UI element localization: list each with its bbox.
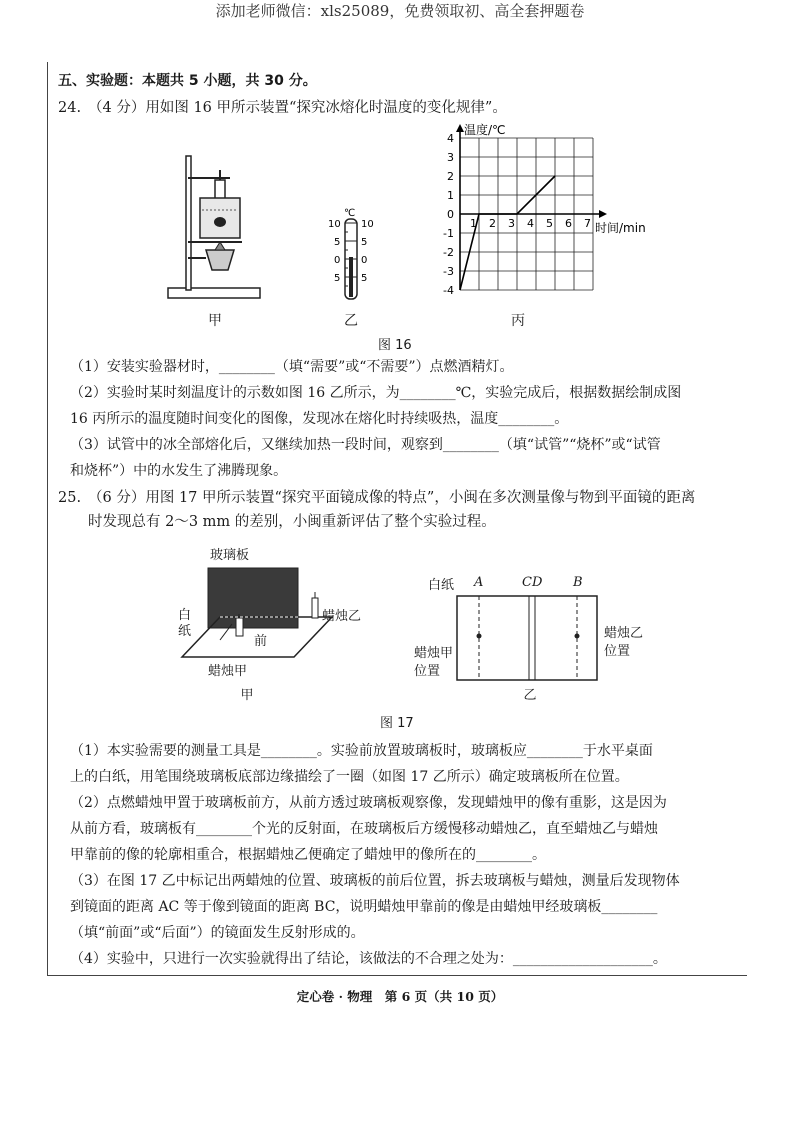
x-tick-label: 5: [546, 217, 553, 230]
fig17-glass-label: 玻璃板: [210, 548, 250, 563]
y-tick-label: 0: [447, 208, 454, 221]
fig17-candle-a-pos-1: 蜡烛甲: [414, 646, 454, 661]
fig16-label-bing: 丙: [511, 313, 525, 329]
q25-line-9: （4）实验中，只进行一次实验就得出了结论，该做法的不合理之处为：____________________。: [70, 951, 667, 967]
y-tick-label: 4: [447, 132, 454, 145]
q24-line-3: 16 丙所示的温度随时间变化的图像，发现冰在熔化时持续吸热，温度________。: [70, 411, 569, 427]
fig17-white-paper-label: 白纸: [428, 578, 455, 593]
q24-line-5: 和烧杯”）中的水发生了沸腾现象。: [70, 463, 288, 479]
svg-text:5: 5: [361, 273, 368, 284]
q25-line-3: （2）点燃蜡烛甲置于玻璃板前方，从前方透过玻璃板观察像，发现蜡烛甲的像有重影，这是因为: [70, 795, 667, 811]
stand-base: [168, 288, 260, 298]
fig17-candle-b-pos-1: 蜡烛乙: [604, 626, 644, 641]
fig17-label-yi: 乙: [523, 688, 537, 703]
chart-y-axis-label: 温度/℃: [464, 123, 506, 137]
x-tick-label: 1: [470, 217, 477, 230]
lamp-flame: [215, 242, 225, 250]
fig17-point-b: B: [573, 575, 583, 590]
candle-b-dot: [575, 634, 580, 639]
question-24-stem: （4 分）用如图 16 甲所示装置“探究冰熔化时温度的变化规律”。: [88, 100, 507, 116]
fig17-candle-b-pos-2: 位置: [604, 644, 631, 659]
y-tick-label: -3: [443, 265, 454, 278]
question-24-body: [70, 354, 750, 484]
q25-line-2: 上的白纸，用笔围绕玻璃板底部边缘描绘了一圈（如图 17 乙所示）确定玻璃板所在位置。: [70, 769, 629, 785]
candle-a: [236, 618, 243, 636]
top-banner: 添加老师微信：xls25089，免费领取初、高全套押题卷: [215, 2, 585, 20]
alcohol-lamp: [206, 250, 234, 270]
candle-a-dot: [477, 634, 482, 639]
thermometer-unit: ℃: [344, 208, 356, 219]
y-tick-label: -2: [443, 246, 454, 259]
footer-rule: [47, 975, 747, 976]
svg-text:0: 0: [361, 255, 368, 266]
stand-rod: [186, 156, 191, 290]
q24-line-1: （1）安装实验器材时，________（填“需要”或“不需要”）点燃酒精灯。: [70, 359, 514, 375]
q24-line-2: （2）实验时某时刻温度计的示数如图 16 乙所示，为________℃，实验完成后，根据数据绘制成图: [70, 385, 682, 401]
fig17-white-a: 白: [178, 608, 192, 623]
q25-line-8: （填“前面”或“后面”）的镜面发生反射形成的。: [70, 925, 365, 941]
ice-bulb: [214, 217, 226, 227]
page-footer: 定心卷 · 物理 第 6 页（共 10 页）: [296, 989, 504, 1004]
x-tick-label: 6: [565, 217, 572, 230]
section-title: 五、实验题：本题共 5 小题，共 30 分。: [58, 73, 317, 89]
fig17-front-label: 前: [254, 634, 268, 649]
x-axis-arrow: [599, 210, 607, 218]
fig16-label-yi: 乙: [344, 313, 358, 329]
chart-x-axis-label: 时间/min: [595, 221, 646, 235]
x-tick-label: 2: [489, 217, 496, 230]
svg-text:5: 5: [361, 237, 368, 248]
svg-text:10: 10: [328, 219, 341, 230]
q25-line-7: 到镜面的距离 AC 等于像到镜面的距离 BC，说明蜡烛甲靠前的像是由蜡烛甲经玻璃板________: [70, 899, 658, 915]
question-24-number: 24.: [58, 100, 82, 116]
candle-b: [312, 598, 318, 618]
y-tick-label: 3: [447, 151, 454, 164]
fig17-top-view: [455, 592, 600, 684]
q25-line-6: （3）在图 17 乙中标记出两蜡烛的位置、玻璃板的前后位置，拆去玻璃板与蜡烛，测量后发现物体: [70, 873, 680, 889]
fig16-caption: 图 16: [378, 338, 412, 353]
svg-text:5: 5: [334, 237, 341, 248]
fig16-chart: [420, 120, 680, 310]
fig17-point-a: A: [474, 575, 484, 590]
y-tick-label: 1: [447, 189, 454, 202]
fig16-apparatus: [160, 150, 270, 310]
q24-line-4: （3）试管中的冰全部熔化后，又继续加热一段时间，观察到________（填“试管”“烧杯”或“试管: [70, 437, 661, 453]
fig17-candle-b-label: 蜡烛乙: [322, 609, 362, 624]
question-25-body: [70, 738, 750, 972]
fig17-candle-a-pos-2: 位置: [414, 664, 441, 679]
svg-text:0: 0: [334, 255, 341, 266]
fig16-label-jia: 甲: [208, 313, 222, 329]
y-tick-label: -1: [443, 227, 454, 240]
question-25-stem-2: 时发现总有 2～3 mm 的差别，小闽重新评估了整个实验过程。: [88, 514, 496, 530]
fig17-candle-a-label: 蜡烛甲: [208, 664, 248, 679]
left-margin-line: [47, 62, 48, 975]
q25-line-5: 甲靠前的像的轮廓相重合，根据蜡烛乙便确定了蜡烛甲的像所在的________。: [70, 847, 546, 863]
x-tick-label: 3: [508, 217, 515, 230]
y-axis-arrow: [456, 124, 464, 132]
question-25-number: 25.: [58, 490, 82, 506]
svg-text:5: 5: [334, 273, 341, 284]
y-tick-label: -4: [443, 284, 454, 297]
question-25-stem-1: （6 分）用图 17 甲所示装置“探究平面镜成像的特点”，小闽在多次测量像与物到平面镜的距离: [88, 490, 696, 506]
q25-line-4: 从前方看，玻璃板有________个光的反射面，在玻璃板后方缓慢移动蜡烛乙，直至蜡烛乙与蜡烛: [70, 821, 658, 837]
fig17-point-cd: CD: [522, 575, 543, 590]
fig16-thermometer: [318, 205, 388, 305]
x-tick-label: 4: [527, 217, 534, 230]
q25-line-1: （1）本实验需要的测量工具是________。实验前放置玻璃板时，玻璃板应________于水平桌面: [70, 743, 653, 759]
svg-text:10: 10: [361, 219, 374, 230]
fig17-caption: 图 17: [380, 716, 414, 731]
y-tick-label: 2: [447, 170, 454, 183]
x-tick-label: 7: [584, 217, 591, 230]
glass-plate: [208, 568, 298, 628]
fig17-label-jia: 甲: [240, 688, 254, 703]
fig17-white-b: 纸: [178, 624, 192, 639]
